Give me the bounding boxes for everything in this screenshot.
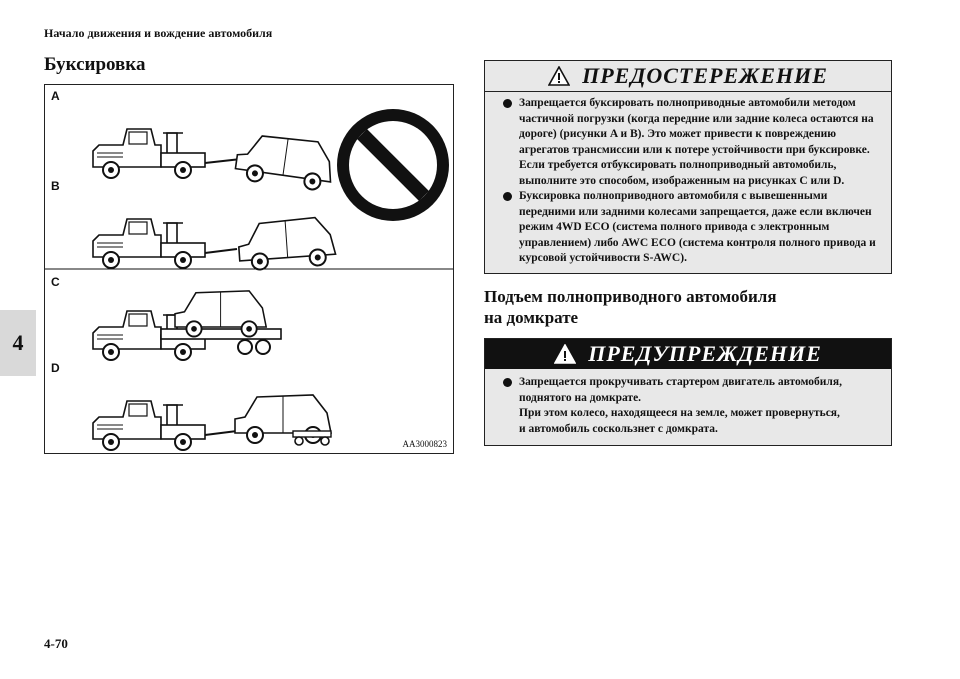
subsection-title <box>484 286 777 328</box>
chapter-number: 4 <box>12 330 24 355</box>
scene-d <box>93 395 331 450</box>
warning-header <box>485 339 891 369</box>
caution-item <box>495 96 881 189</box>
towing-figure <box>44 84 454 454</box>
caution-item <box>495 189 881 267</box>
page-number: 4-70 <box>44 636 68 651</box>
scene-a <box>93 129 336 192</box>
warning-line: и автомобиль соскользнет с домкрата. <box>519 422 718 435</box>
subsection-title-line: на домкрате <box>484 308 579 327</box>
subsection-title-line: Подъем полноприводного автомобиля <box>484 287 777 306</box>
warning-body <box>485 369 891 445</box>
caution-line: передними или задними колесами запрещается, даже если включен <box>519 205 872 218</box>
caution-line: выполните это способом, изображенным на рисунках C или D. <box>519 174 845 187</box>
caution-header <box>485 61 891 92</box>
caution-line: дороге) (рисунки A и B). Это может привести к повреждению <box>519 128 837 140</box>
figure-label-c: C <box>51 275 60 289</box>
warning-box <box>484 338 892 446</box>
section-title: Буксировка <box>44 54 146 75</box>
caution-line: курсовой устойчивости S-AWC). <box>519 252 687 264</box>
towing-illustration <box>45 85 453 453</box>
warning-line: При этом колесо, находящееся на земле, может провернуться, <box>519 407 840 419</box>
caution-line: управлением) либо AWC ECO (система контроля полного привода и <box>519 236 876 249</box>
scene-b <box>93 216 336 271</box>
caution-title: ПРЕДОСТЕРЕЖЕНИЕ <box>582 63 828 88</box>
caution-line: Буксировка полноприводного автомобиля с вывешенными <box>519 190 828 202</box>
bullet-icon <box>503 192 512 201</box>
warning-item <box>495 375 881 437</box>
caution-line: режим 4WD ECO (система полного привода с электронным <box>519 221 830 233</box>
chapter-tab <box>0 310 36 376</box>
caution-line: агрегатов трансмиссии или к потере устойчивости при буксировке. <box>519 143 870 156</box>
figure-label-d: D <box>51 361 60 375</box>
bullet-icon <box>503 378 512 387</box>
warning-title: ПРЕДУПРЕЖДЕНИЕ <box>588 341 822 366</box>
warning-line: Запрещается прокручивать стартером двигатель автомобиля, <box>519 376 842 388</box>
caution-body <box>485 92 891 273</box>
bullet-icon <box>503 99 512 108</box>
figure-label-a: A <box>51 89 60 103</box>
figure-code: AA3000823 <box>402 439 447 449</box>
warning-triangle-icon <box>554 344 576 364</box>
caution-line: Если требуется отбуксировать полноприводный автомобиль, <box>519 159 837 171</box>
warning-triangle-icon <box>548 66 570 86</box>
figure-label-b: B <box>51 179 60 193</box>
prohibited-sign <box>337 109 449 221</box>
warning-line: поднятого на домкрате. <box>519 391 642 404</box>
caution-line: Запрещается буксировать полноприводные автомобили методом <box>519 97 856 109</box>
header-title: Начало движения и вождение автомобиля <box>44 26 273 40</box>
caution-box <box>484 60 892 274</box>
caution-line: частичной погрузки (когда передние или задние колеса остаются на <box>519 112 874 125</box>
scene-c <box>93 291 281 360</box>
